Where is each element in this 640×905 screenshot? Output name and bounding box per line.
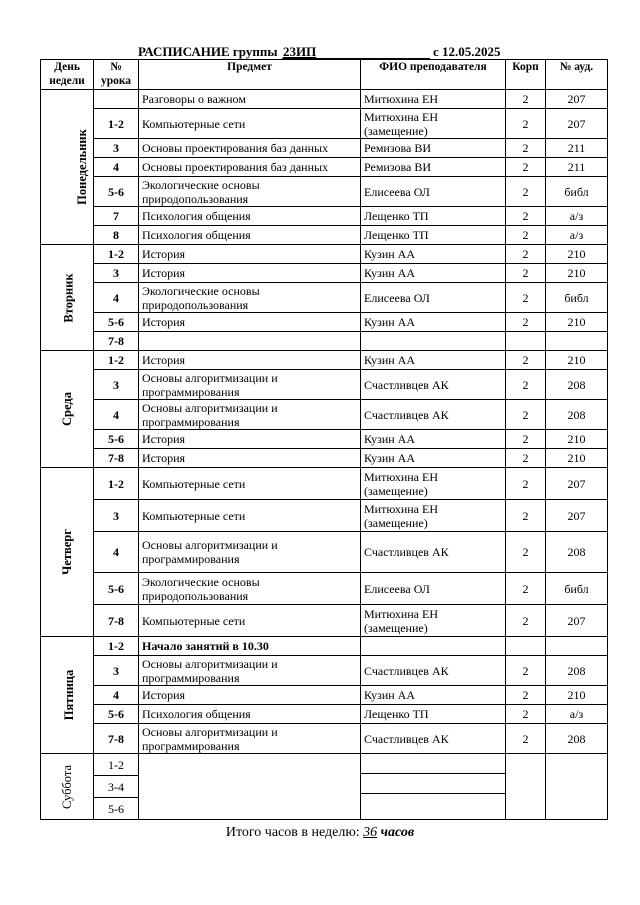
subject-cell: История	[139, 449, 361, 468]
subject-cell	[139, 332, 361, 351]
day-label: Суббота	[60, 764, 74, 809]
lesson-number: 3	[94, 656, 139, 686]
building-cell: 2	[506, 705, 546, 724]
lesson-number: 3	[94, 139, 139, 158]
schedule-date: с 12.05.2025	[433, 44, 501, 59]
table-row	[41, 686, 608, 705]
building-cell: 2	[506, 532, 546, 573]
subject-cell: Психология общения	[139, 226, 361, 245]
subject-cell: Основы проектирования баз данных	[139, 158, 361, 177]
teacher-cell: Счастливцев АК	[361, 532, 506, 573]
weekly-hours-label: Итого часов в неделю:	[225, 825, 360, 840]
table-row	[41, 430, 608, 449]
table-row	[41, 264, 608, 283]
building-cell: 2	[506, 500, 546, 532]
room-cell: библ	[546, 283, 608, 313]
day-label: Четверг	[59, 529, 74, 575]
teacher-cell: Лещенко ТП	[361, 207, 506, 226]
subject-cell: Компьютерные сети	[139, 605, 361, 637]
lesson-number: 3-4	[94, 776, 139, 798]
lesson-number: 7-8	[94, 605, 139, 637]
table-row	[41, 283, 608, 313]
table-row	[41, 332, 608, 351]
weekly-hours-unit: часов	[380, 825, 415, 840]
day-cell	[41, 351, 94, 468]
lesson-number: 5-6	[94, 430, 139, 449]
room-cell: 208	[546, 724, 608, 754]
table-row	[41, 207, 608, 226]
room-cell: 208	[546, 656, 608, 686]
table-row	[41, 90, 608, 109]
room-cell: 210	[546, 686, 608, 705]
day-cell	[41, 245, 94, 351]
room-cell: 207	[546, 109, 608, 139]
lesson-number	[94, 90, 139, 109]
room-cell: 207	[546, 500, 608, 532]
table-row	[41, 705, 608, 724]
lesson-number: 5-6	[94, 177, 139, 207]
lesson-number: 4	[94, 283, 139, 313]
teacher-cell: Ремизова ВИ	[361, 158, 506, 177]
teacher-cell: Митюхина ЕН (замещение)	[361, 500, 506, 532]
room-cell: 210	[546, 264, 608, 283]
room-cell: библ	[546, 573, 608, 605]
subject-cell: Экологические основы природопользования	[139, 283, 361, 313]
teacher-cell	[361, 637, 506, 656]
building-cell: 2	[506, 573, 546, 605]
col-header-korp: Корп	[506, 60, 546, 90]
lesson-number: 4	[94, 686, 139, 705]
building-cell	[506, 637, 546, 656]
teacher-cell: Счастливцев АК	[361, 400, 506, 430]
table-row	[41, 468, 608, 500]
subject-cell: Начало занятий в 10.30	[139, 637, 361, 656]
lesson-number: 5-6	[94, 573, 139, 605]
teacher-cell: Ремизова ВИ	[361, 139, 506, 158]
building-cell: 2	[506, 656, 546, 686]
room-cell	[546, 754, 608, 820]
table-row	[41, 637, 608, 656]
lesson-number: 1-2	[94, 109, 139, 139]
room-cell: 210	[546, 245, 608, 264]
room-cell	[546, 332, 608, 351]
building-cell: 2	[506, 109, 546, 139]
building-cell	[506, 754, 546, 820]
building-cell: 2	[506, 207, 546, 226]
subject-cell: Психология общения	[139, 207, 361, 226]
subject-cell: Психология общения	[139, 705, 361, 724]
teacher-cell: Елисеева ОЛ	[361, 177, 506, 207]
building-cell: 2	[506, 400, 546, 430]
schedule-table	[40, 59, 608, 820]
subject-cell: История	[139, 245, 361, 264]
building-cell: 2	[506, 370, 546, 400]
subject-cell: Экологические основы природопользования	[139, 177, 361, 207]
building-cell: 2	[506, 449, 546, 468]
teacher-cell: Счастливцев АК	[361, 370, 506, 400]
table-row	[41, 313, 608, 332]
building-cell: 2	[506, 468, 546, 500]
room-cell	[546, 637, 608, 656]
subject-cell: Основы алгоритмизации и программирования	[139, 532, 361, 573]
room-cell: библ	[546, 177, 608, 207]
teacher-cell: Митюхина ЕН	[361, 90, 506, 109]
room-cell: 207	[546, 605, 608, 637]
lesson-number: 5-6	[94, 705, 139, 724]
building-cell: 2	[506, 724, 546, 754]
teacher-cell: Кузин АА	[361, 449, 506, 468]
teacher-cell: Митюхина ЕН (замещение)	[361, 605, 506, 637]
room-cell: 210	[546, 449, 608, 468]
room-cell: а/з	[546, 207, 608, 226]
subject-cell: История	[139, 430, 361, 449]
day-label: Понедельник	[74, 129, 89, 205]
building-cell	[506, 332, 546, 351]
subject-cell: История	[139, 313, 361, 332]
teacher-cell: Кузин АА	[361, 351, 506, 370]
col-header-teacher: ФИО преподавателя	[361, 60, 506, 90]
lesson-number: 1-2	[94, 468, 139, 500]
building-cell: 2	[506, 283, 546, 313]
lesson-number: 1-2	[94, 754, 139, 776]
lesson-number: 5-6	[94, 798, 139, 820]
day-label: Среда	[60, 392, 74, 426]
teacher-cell: Лещенко ТП	[361, 226, 506, 245]
subject-cell: Компьютерные сети	[139, 468, 361, 500]
weekly-hours-value: 36	[363, 825, 378, 840]
day-cell	[41, 754, 94, 820]
building-cell: 2	[506, 351, 546, 370]
subject-cell	[139, 754, 361, 820]
room-cell: 210	[546, 351, 608, 370]
room-cell: 210	[546, 313, 608, 332]
room-cell: а/з	[546, 705, 608, 724]
building-cell: 2	[506, 139, 546, 158]
day-label: Пятница	[62, 669, 77, 721]
table-row	[41, 245, 608, 264]
building-cell: 2	[506, 158, 546, 177]
subject-cell: История	[139, 686, 361, 705]
lesson-number: 3	[94, 264, 139, 283]
teacher-cell: Лещенко ТП	[361, 705, 506, 724]
col-header-room: № ауд.	[546, 60, 608, 90]
table-row	[41, 724, 608, 754]
document-header	[0, 44, 640, 60]
lesson-number: 3	[94, 370, 139, 400]
lesson-number: 7	[94, 207, 139, 226]
teacher-cell: Кузин АА	[361, 264, 506, 283]
table-row	[41, 449, 608, 468]
schedule-title: РАСПИСАНИЕ группы	[138, 44, 278, 59]
table-row	[41, 370, 608, 400]
lesson-number: 7-8	[94, 724, 139, 754]
teacher-cell: Кузин АА	[361, 430, 506, 449]
subject-cell: Основы алгоритмизации и программирования	[139, 724, 361, 754]
room-cell: 210	[546, 430, 608, 449]
subject-cell: Основы алгоритмизации и программирования	[139, 370, 361, 400]
room-cell: 207	[546, 468, 608, 500]
lesson-number: 7-8	[94, 449, 139, 468]
table-row	[41, 158, 608, 177]
subject-cell: Компьютерные сети	[139, 500, 361, 532]
room-cell: 211	[546, 158, 608, 177]
col-header-day: День недели	[41, 60, 94, 90]
lesson-number: 5-6	[94, 313, 139, 332]
subject-cell: История	[139, 351, 361, 370]
subject-cell: Компьютерные сети	[139, 109, 361, 139]
day-cell	[41, 468, 94, 637]
col-header-subject: Предмет	[139, 60, 361, 90]
room-cell: 211	[546, 139, 608, 158]
teacher-cell	[361, 332, 506, 351]
teacher-cell: Кузин АА	[361, 686, 506, 705]
lesson-number: 1-2	[94, 245, 139, 264]
room-cell: 208	[546, 532, 608, 573]
lesson-number: 4	[94, 158, 139, 177]
teacher-cell: Счастливцев АК	[361, 656, 506, 686]
table-row	[41, 532, 608, 573]
table-row	[41, 139, 608, 158]
day-label: Вторник	[61, 272, 76, 323]
table-row	[41, 573, 608, 605]
col-header-num: № урока	[94, 60, 139, 90]
lesson-number: 1-2	[94, 351, 139, 370]
table-row	[41, 400, 608, 430]
lesson-number: 8	[94, 226, 139, 245]
building-cell: 2	[506, 90, 546, 109]
subject-cell: Основы проектирования баз данных	[139, 139, 361, 158]
teacher-cell: Елисеева ОЛ	[361, 283, 506, 313]
lesson-number: 7-8	[94, 332, 139, 351]
table-row	[41, 656, 608, 686]
teacher-cell: Митюхина ЕН (замещение)	[361, 109, 506, 139]
teacher-cell: Митюхина ЕН (замещение)	[361, 468, 506, 500]
teacher-cell: Кузин АА	[361, 313, 506, 332]
subject-cell: Экологические основы природопользования	[139, 573, 361, 605]
table-row	[41, 605, 608, 637]
room-cell: 207	[546, 90, 608, 109]
subject-cell: Разговоры о важном	[139, 90, 361, 109]
subject-cell: История	[139, 264, 361, 283]
day-cell	[41, 90, 94, 245]
building-cell: 2	[506, 605, 546, 637]
table-row	[41, 226, 608, 245]
building-cell: 2	[506, 313, 546, 332]
teacher-cell: Счастливцев АК	[361, 724, 506, 754]
subject-cell: Основы алгоритмизации и программирования	[139, 656, 361, 686]
group-name: 23ИП	[283, 44, 317, 59]
room-cell: 208	[546, 370, 608, 400]
day-cell	[41, 637, 94, 754]
teacher-cell	[361, 754, 506, 820]
table-row	[41, 500, 608, 532]
lesson-number: 4	[94, 532, 139, 573]
lesson-number: 4	[94, 400, 139, 430]
table-row	[41, 754, 608, 776]
teacher-cell: Елисеева ОЛ	[361, 573, 506, 605]
subject-cell: Основы алгоритмизации и программирования	[139, 400, 361, 430]
teacher-cell: Кузин АА	[361, 245, 506, 264]
table-row	[41, 109, 608, 139]
building-cell: 2	[506, 245, 546, 264]
building-cell: 2	[506, 686, 546, 705]
building-cell: 2	[506, 264, 546, 283]
lesson-number: 1-2	[94, 637, 139, 656]
table-row	[41, 351, 608, 370]
room-cell: 208	[546, 400, 608, 430]
building-cell: 2	[506, 430, 546, 449]
room-cell: а/з	[546, 226, 608, 245]
building-cell: 2	[506, 177, 546, 207]
table-row	[41, 177, 608, 207]
lesson-number: 3	[94, 500, 139, 532]
weekly-hours-footer	[0, 825, 640, 841]
schedule-body	[41, 90, 608, 820]
building-cell: 2	[506, 226, 546, 245]
